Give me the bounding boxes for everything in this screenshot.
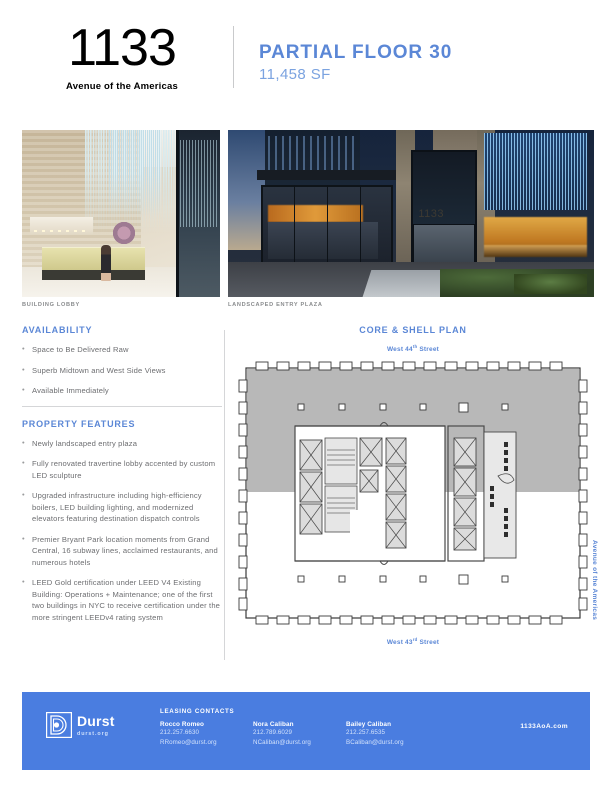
page-header [0, 0, 612, 118]
street-label-north [232, 344, 594, 353]
storefront-mullion-1 [294, 185, 296, 263]
list-item: • Available Immediately [22, 385, 222, 397]
floor-plan-svg [232, 358, 594, 630]
plaza-image [228, 130, 594, 297]
contact-phone[interactable]: 212.257.6630 [160, 729, 200, 736]
list-item: • LEED Gold certification under LEED V4 Existing Building: Operations + Maintenance; one of the first two buildings in NYC to receive certification under the more stringent LEEDv4 rating system [22, 577, 222, 623]
logo-tagline: Avenue of the Americas [66, 81, 178, 92]
building-address-sign: 1133 [418, 208, 444, 221]
storefront-canopy [257, 170, 396, 180]
street-label-south [232, 637, 594, 646]
flower-arrangement-icon [111, 220, 137, 246]
list-item: • Fully renovated travertine lobby accented by custom LED sculpture [22, 458, 222, 481]
plan-perimeter-columns-north [256, 362, 562, 370]
storefront-interior [268, 222, 378, 259]
contact-name: Nora Caliban [253, 721, 294, 728]
street-north-name: West 44 [386, 346, 413, 354]
contact-card [346, 721, 439, 748]
elevator-bank-east [454, 438, 476, 550]
contact-card [160, 721, 253, 748]
plan-perimeter-columns-south [256, 616, 562, 624]
street-north-suffix: Street [417, 346, 440, 354]
list-item: • Superb Midtown and West Side Views [22, 365, 222, 377]
led-light-wall-icon [484, 133, 586, 210]
photo-caption-lobby: BUILDING LOBBY [22, 302, 80, 308]
contact-email[interactable]: RRomeo@durst.org [160, 739, 217, 747]
list-item: • Space to Be Delivered Raw [22, 344, 222, 356]
storefront-warm-light [268, 205, 363, 222]
leasing-contacts-list [160, 721, 439, 748]
photo-building-lobby [22, 130, 220, 297]
durst-d-mark-icon [46, 712, 72, 738]
left-content-column [22, 325, 222, 633]
contact-phone[interactable]: 212.257.6535 [346, 729, 386, 736]
led-sculpture-secondary-icon [109, 130, 160, 217]
building-logo [24, 19, 220, 92]
floor-plan-section [232, 325, 598, 647]
core-service-zone [484, 432, 516, 558]
features-heading: PROPERTY FEATURES [22, 418, 136, 429]
reception-desk-base [42, 270, 145, 280]
header-divider [233, 26, 234, 88]
list-item: • Premier Bryant Park location moments from Grand Central, 16 subway lines, acclaimed restaurants, and numerous hotels [22, 534, 222, 569]
contact-card [253, 721, 346, 748]
contact-email[interactable]: NCaliban@durst.org [253, 739, 311, 747]
lobby-glow-window [484, 217, 586, 257]
street-south-suffix: Street [417, 639, 440, 647]
floor-size: 11,458 SF [259, 66, 331, 83]
website-url[interactable]: 1133AoA.com [520, 723, 568, 730]
durst-logo[interactable] [46, 712, 115, 738]
list-item: • Upgraded infrastructure including high-efficiency boilers, LED building lighting, and modernized elevators featuring destination dispatch controls [22, 490, 222, 525]
street-north-ordinal: th [412, 344, 418, 349]
page-footer [22, 692, 590, 770]
storefront-mullion-3 [360, 185, 362, 263]
photo-caption-plaza: LANDSCAPED ENTRY PLAZA [228, 302, 323, 308]
availability-heading: AVAILABILITY [22, 325, 93, 335]
plan-heading: CORE & SHELL PLAN [359, 325, 467, 335]
photo-entry-plaza [228, 130, 594, 297]
section-divider [22, 406, 222, 407]
contact-phone[interactable]: 212.789.6029 [253, 729, 293, 736]
storefront-mullion-2 [327, 185, 329, 263]
lobby-soffit [30, 217, 93, 234]
floor-plan-drawing [232, 358, 598, 630]
logo-number: 1133 [68, 19, 176, 77]
lobby-curtain-wall [176, 130, 220, 297]
page-title: PARTIAL FLOOR 30 [259, 42, 453, 63]
list-item: • Newly landscaped entry plaza [22, 438, 222, 450]
lobby-image [22, 130, 220, 297]
contact-email[interactable]: BCaliban@durst.org [346, 739, 404, 747]
landscaping-hedge-front [514, 274, 587, 294]
durst-wordmark: Durst [77, 712, 115, 729]
availability-list [22, 344, 222, 397]
street-south-name: West 43 [386, 639, 413, 647]
contact-name: Bailey Caliban [346, 721, 392, 728]
street-south-ordinal: rd [412, 637, 418, 643]
person-figure-icon [101, 245, 111, 281]
leasing-contacts-heading: LEASING CONTACTS [160, 708, 235, 715]
durst-url[interactable]: durst.org [77, 730, 109, 737]
column-divider [224, 330, 225, 660]
reception-desk [42, 247, 145, 270]
features-list [22, 438, 222, 624]
avenue-label: Avenue of the Americas [591, 540, 598, 621]
contact-name: Rocco Romeo [160, 721, 205, 728]
entry-doors [413, 224, 475, 264]
